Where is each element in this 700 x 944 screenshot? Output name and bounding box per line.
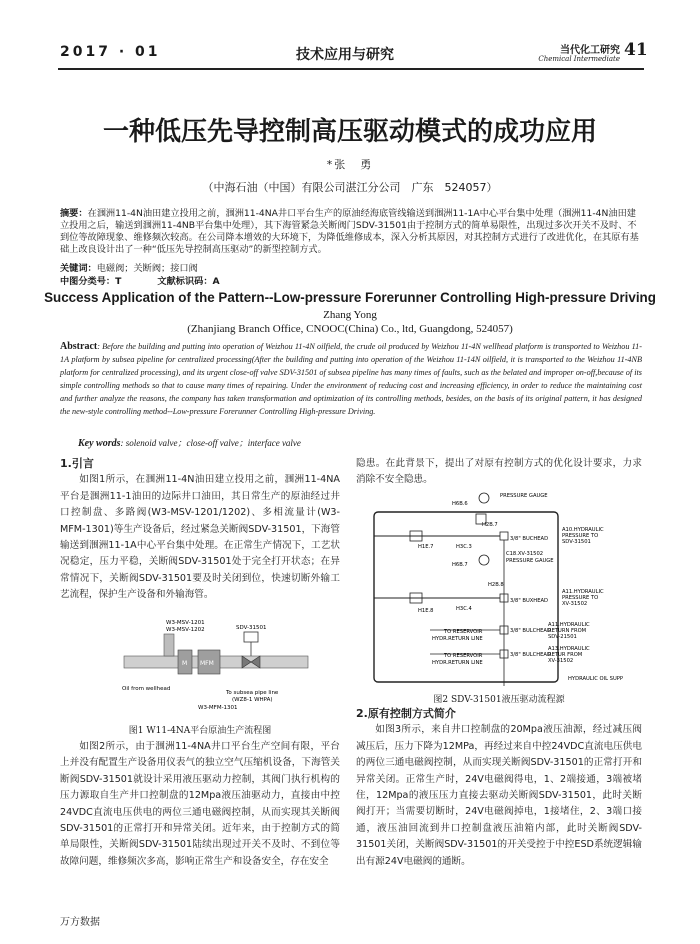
paper-title: 一种低压先导控制高压驱动模式的成功应用: [102, 117, 597, 147]
abstract-cn: [60, 208, 642, 256]
fig2-a12-2: RETURN FROM: [548, 628, 587, 634]
paragraph-3: 如图3所示，来自井口控制盘的20Mpa液压油源，经过减压阀减压后，压力下降为12MPa，再经过来自中控24VDC直流电压供电的两位三通电磁阀控制，从而实现关断阀SDV-31501的正常打开和异常关闭。正常生产时，24V电磁阀得电，1、2端接通，3端被堵住，12Mpa的液压压力直接去驱动关断阀SDV-31501，此时关断阀打开；当需要切断时，24V电磁阀掉电，1接堵住，2、3端口接通，液压油回流到井口控制盘液压油箱内部，此时关断阀SDV-31501关闭，关断阀SDV-31501的开关受控于中控ESD系统逻辑输出有源24V电磁阀的通断。: [356, 724, 642, 867]
footer-source: 万方数据: [60, 917, 100, 928]
english-author: Zhang Yong: [323, 309, 377, 321]
english-abstract-label: Abstract: [60, 341, 98, 352]
section-1-heading: 1.引言: [60, 457, 94, 470]
fig2-hydr-ret1: HYDR.RETURN LINE: [432, 636, 483, 642]
fig2-to-res2: TO RESERVOIR: [444, 653, 483, 659]
keywords-cn: [60, 260, 198, 274]
left-column-top: [60, 456, 340, 604]
fig2-buxhead: 3/8" BUXHEAD: [510, 598, 549, 604]
class-number: 中图分类号：T: [60, 276, 122, 287]
fig2-a12-3: SDV-21501: [548, 634, 577, 640]
fig2-a12-1: A11.HYDRAULIC: [548, 622, 590, 628]
fig2-bulkhead-1: [500, 532, 508, 540]
english-abstract: [60, 340, 642, 419]
english-affiliation: (Zhanjiang Branch Office, CNOOC(China) Co., ltd, Guangdong, 524057): [187, 323, 513, 335]
fig2-bulhead1: 3/8" BULCHEAD: [510, 628, 551, 634]
fig2-h2b7a: H2B.7: [482, 522, 498, 528]
fig1-manifold: [164, 634, 174, 656]
figure-2-caption: 图2 SDV-31501液压驱动流程源: [433, 695, 565, 705]
fig1-subsea1: To subsea pipe line: [226, 690, 279, 696]
keywords-cn-text: 电磁阀；关断阀；接口阀: [96, 263, 198, 274]
fig1-mfm-tag: W3-MFM-1301: [198, 705, 238, 711]
fig2-h3c3: H3C.3: [456, 544, 472, 550]
figure-1-caption: 图1 W11-4NA平台原油生产流程图: [128, 726, 272, 736]
fig2-hydr-ret2: HYDR.RETURN LINE: [432, 660, 483, 666]
right-column-top: [356, 456, 642, 489]
english-title: Success Application of the Pattern--Low-pressure Forerunner Controlling High-pressure Driving: [44, 290, 656, 305]
fig2-h1e7: H1E.7: [418, 544, 434, 550]
paragraph-2: 如图2所示，由于涠洲11-4NA井口平台生产空间有限，平台上并没有配置生产设备用仪表气的独立空气压缩机设备，下海管关断阀SDV-31501就设计采用液压驱动力控制，其阀门执行机构的压力源取自生产井口控制盘的12Mpa液压油驱动力，直接由中控24VDC直流电压供电的两位三通电磁阀控制，从而实现其关断阀SDV-31501的正常打开和异常关闭。近年来，由于控制方式的简单局限性，关断阀SDV-31501陆续出现过开关不及时、不到位等故障问题，维修频次多高，影响正常生产和设备安全，存在安全: [60, 741, 340, 867]
fig1-sdv: SDV-31501: [236, 625, 267, 631]
fig2-c18-1: C18.XV-31502: [506, 551, 544, 557]
english-keywords: [78, 436, 301, 449]
fig2-to-res1: TO RESERVOIR: [444, 629, 483, 635]
english-keywords-label: Key words: [78, 438, 121, 449]
fig2-a11-3: XV-31502: [562, 601, 588, 607]
fig1-m: M: [182, 660, 188, 667]
fig2-oil-supp: HYDRAULIC OIL SUPP: [568, 676, 623, 682]
english-abstract-text: : Before the building and putting into operation of Weizhou 11-4N oilfield, the crude oil produced by Weizhou 11-4N wellhead platform is transported to Weizhou 11-1A platform by subsea pipeline for centralized processing(After the building and putting into operation of the Weizhou 11-14N oilfield, it is transported to the Weizhou 11-4NB platform for centralized processing), and its urgent close-off valve SDV-31501 of subsea pipeline has many times of faults, such as the belated and improper on-off,because of its simple controlling methods so that to cause many times of repairing. Under the environment of reducing cost and increasing efficiency, in order to reduce the maintaining cost and further analyze the reasons, the company has taken transformation and optimization of its controlling methods, besides, on the basis of its original pattern, it has designed the new-style controlling method--Low-pressure Forerunner Controlling High-pressure Driving.: [60, 342, 642, 417]
left-column-bottom: [60, 739, 340, 870]
fig2-h6b6: H6B.6: [452, 501, 468, 507]
fig2-a10-2: PRESSURE TO: [562, 533, 599, 539]
figure-1-flowchart: [118, 612, 314, 722]
fig2-h6b7: H6B.7: [452, 562, 468, 568]
intro-paragraph: 如图1所示，在涠洲11-4N油田建立投用之前，涠洲11-4NA平台是涠洲11-1油田的边际井口油田，其日常生产的原油经过井口控制盘、多路阀(W3-MSV-1201/1202)、多相流量计(W3-MFM-1301)等生产设备后，经过紧急关断阀SDV-31501，下海管输送到涠洲11-1A中心平台集中处理。在正常生产情况下，工艺状况稳定，压力平稳，关断阀SDV-31501处于完全打开状态；在异常情况下，关断阀SDV-31501要及时关闭到位，快速切断外输工艺流程，保护生产设备和外输海管。: [60, 474, 340, 601]
fig1-msv2: W3-MSV-1202: [166, 627, 205, 633]
classification: [60, 273, 256, 287]
fig2-buchead-top: 3/8" BUCHEAD: [510, 536, 549, 542]
abstract-cn-text: 在涠洲11-4N油田建立投用之前，涠洲11-4NA井口平台生产的原油经海底管线输送到涠洲11-1A中心平台集中处理（涠洲11-4N油田建立投用之后，输送到涠洲11-4NB平台集中处理），其下海管紧急关断阀门SDV-31501由于控制方式的简单易限性，出现过多次开关不及时、不到位等故障现象、维修频次较高。在公司降本增效的大环境下，为降低维修成本，深入分析其原因，对其控制方式进行了改进优化，在其原有基础上改良设计出了一种“低压先导控制高压驱动”的新型控制方式。: [60, 208, 639, 255]
right-column-bottom: [356, 706, 642, 870]
fig1-mfm: MFM: [200, 660, 214, 667]
doc-code: 文献标识码：A: [157, 276, 220, 287]
fig2-gauge-1: [479, 493, 489, 503]
fig2-a10-1: A10.HYDRAULIC: [562, 527, 604, 533]
fig2-a10-3: SDV-31501: [562, 539, 591, 545]
fig2-bulhead2: 3/8" BULCHEAD: [510, 652, 551, 658]
figure-2-hydraulic-diagram: [370, 490, 642, 690]
author: *张 勇: [326, 158, 374, 171]
fig1-subsea2: (WZ8-1 WHPA): [232, 697, 273, 703]
affiliation: （中海石油（中国）有限公司湛江分公司 广东 524057）: [202, 181, 498, 194]
fig2-a13-3: XV-31502: [548, 658, 574, 664]
fig2-h1e8: H1E.8: [418, 608, 434, 614]
fig2-a13-2: RETUR FROM: [548, 652, 583, 658]
fig1-msv1: W3-MSV-1201: [166, 620, 205, 626]
fig2-pressure-gauge: PRESSURE GAUGE: [500, 493, 548, 499]
fig2-h2b8: H2B.8: [488, 582, 504, 588]
paragraph-hazard: 隐患。在此背景下，提出了对原有控制方式的优化设计要求，力求消除不安全隐患。: [356, 458, 642, 486]
abstract-cn-label: 摘要：: [60, 208, 88, 219]
header-rule: [58, 68, 644, 70]
fig1-actuator: [244, 632, 258, 642]
fig2-gauge-2: [479, 555, 489, 565]
magazine-name-en: Chemical Intermediate: [538, 55, 620, 63]
fig1-oil-from: Oil from wellhead: [122, 686, 171, 692]
issue-year: 2017 · 01: [60, 44, 161, 60]
fig2-c18-2: PRESSURE GAUGE: [506, 558, 554, 564]
column-title: 技术应用与研究: [296, 47, 394, 63]
magazine-name: 当代化工研究: [560, 45, 620, 56]
fig2-h3c4: H3C.4: [456, 606, 472, 612]
fig2-a11-2: PRESSURE TO: [562, 595, 599, 601]
keywords-cn-label: 关键词：: [60, 263, 97, 274]
fig2-a13-1: A13.HYDRAULIC: [548, 646, 590, 652]
fig2-a11-1: A11.HYDRAULIC: [562, 589, 604, 595]
english-keywords-text: : solenoid valve；close-off valve；interface valve: [120, 438, 301, 448]
page-number: 41: [624, 40, 648, 60]
section-2-heading: 2.原有控制方式简介: [356, 707, 456, 720]
